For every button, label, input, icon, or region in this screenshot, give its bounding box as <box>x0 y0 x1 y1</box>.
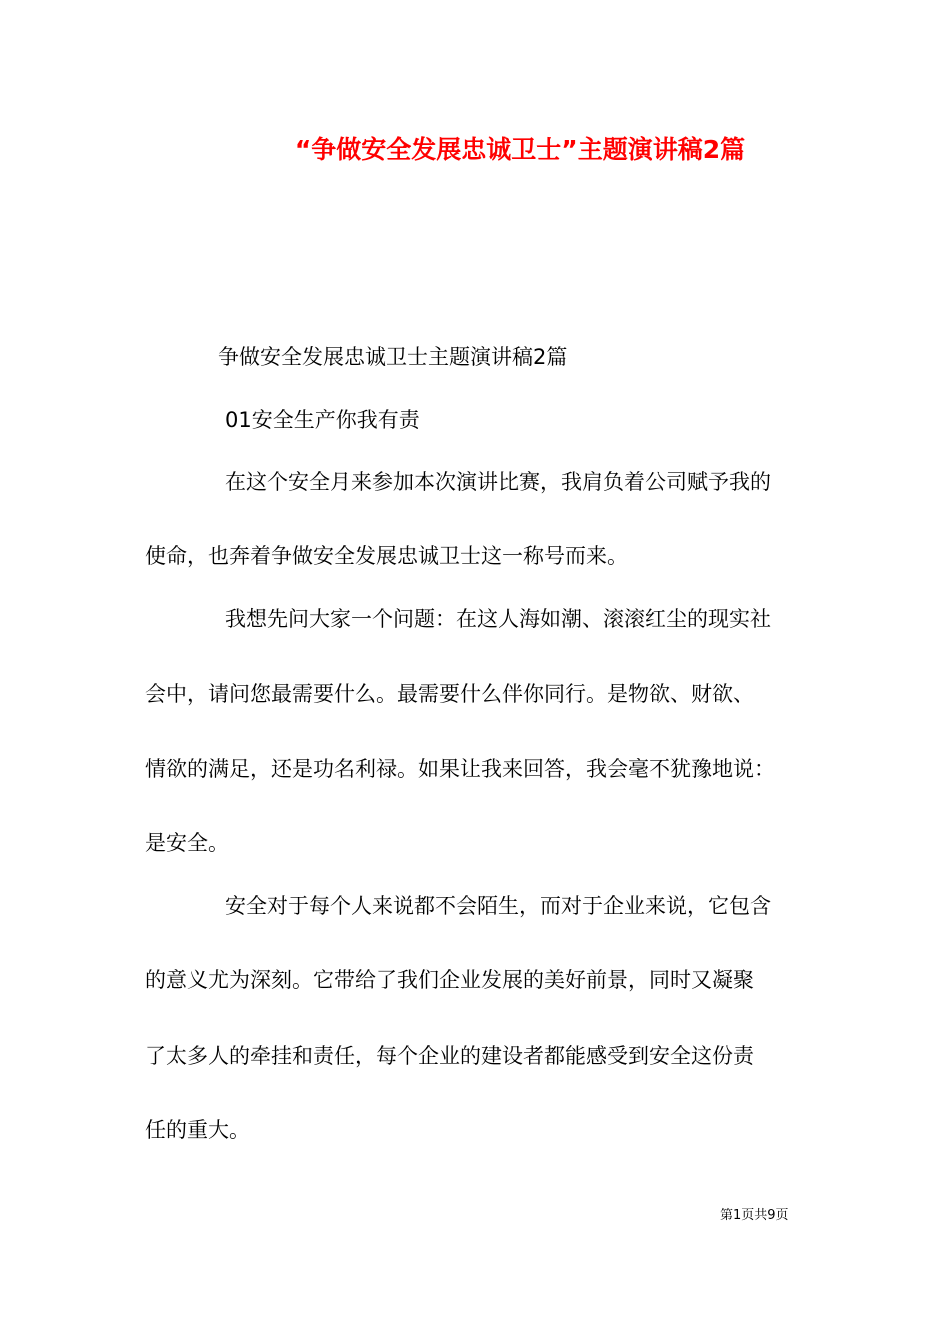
paragraph-1-line-1: 在这个安全月来参加本次演讲比赛，我肩负着公司赋予我的 <box>225 470 771 494</box>
page-number: 第1页共9页 <box>720 1208 789 1223</box>
paragraph-2-line-2: 会中，请问您最需要什么。最需要什么伴你同行。是物欲、财欲、 <box>145 682 754 706</box>
document-subtitle: 争做安全发展忠诚卫士主题演讲稿2篇 <box>218 345 568 369</box>
paragraph-2-line-4: 是安全。 <box>145 831 229 855</box>
document-title: “争做安全发展忠诚卫士”主题演讲稿2篇 <box>294 135 746 164</box>
paragraph-2-line-1: 我想先问大家一个问题：在这人海如潮、滚滚红尘的现实社 <box>225 607 771 631</box>
section-heading: 01安全生产你我有责 <box>225 408 420 432</box>
paragraph-3-line-2: 的意义尤为深刻。它带给了我们企业发展的美好前景，同时又凝聚 <box>145 968 754 992</box>
paragraph-3-line-1: 安全对于每个人来说都不会陌生，而对于企业来说，它包含 <box>225 894 771 918</box>
paragraph-3-line-4: 任的重大。 <box>145 1118 250 1142</box>
paragraph-2-line-3: 情欲的满足，还是功名利禄。如果让我来回答，我会毫不犹豫地说： <box>145 757 775 781</box>
paragraph-1-line-2: 使命，也奔着争做安全发展忠诚卫士这一称号而来。 <box>145 544 628 568</box>
paragraph-3-line-3: 了太多人的牵挂和责任，每个企业的建设者都能感受到安全这份责 <box>145 1044 754 1068</box>
